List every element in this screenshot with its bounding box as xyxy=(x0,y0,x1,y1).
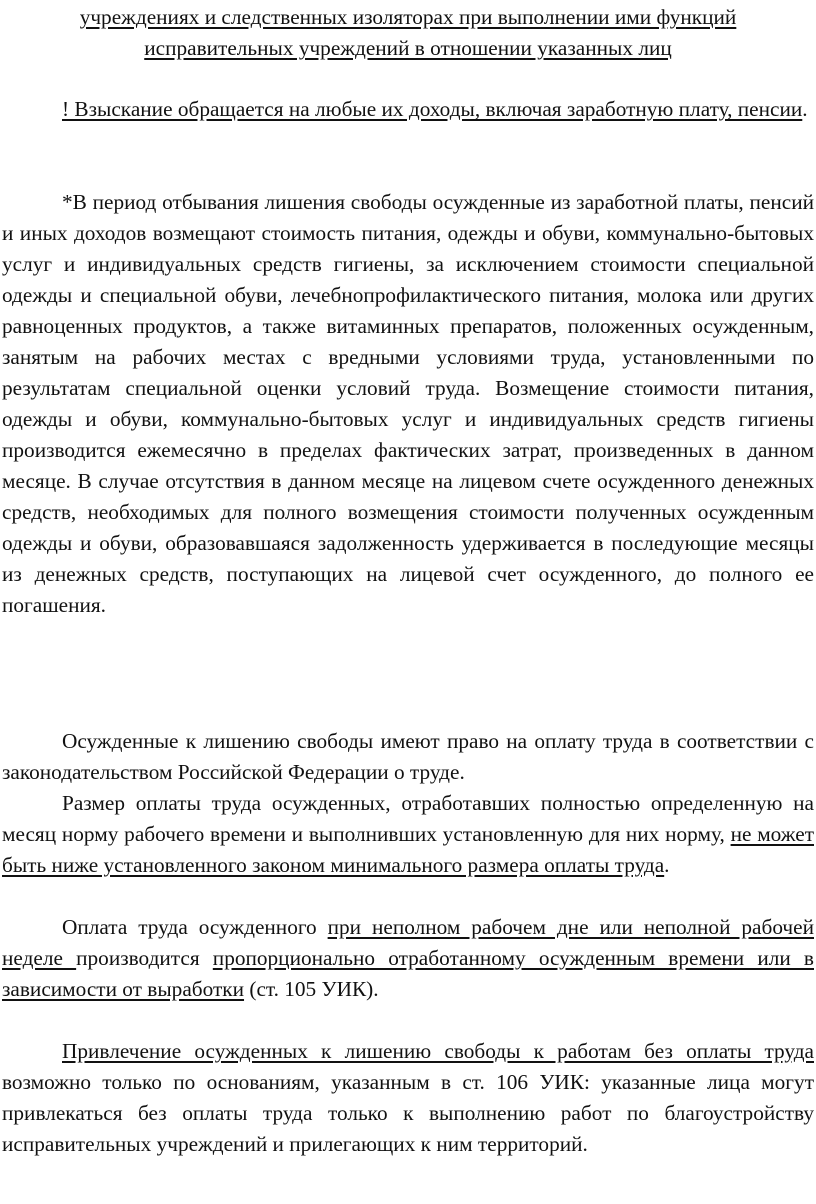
recovery-end: . xyxy=(802,97,808,121)
recovery-underlined-text: ! Взыскание обращается на любые их доходы, включая заработную плату, пенсии xyxy=(62,97,803,121)
part-time-end: (ст. 105 УИК). xyxy=(244,977,379,1001)
paragraph-right-to-pay: Осужденные к лишению свободы имеют право на оплату труда в соответствии с законодательством Российской Федерации о труде. xyxy=(2,729,814,784)
unpaid-work-rest: возможно только по основаниям, указанным в ст. 106 УИК: указанные лица могут привлекаться без оплаты труда только к выполнению работ по благоустройству исправительных учреждений и прилегающих к ним территорий. xyxy=(2,1070,814,1156)
part-time-start: Оплата труда осужденного xyxy=(62,915,328,939)
paragraph-recovery xyxy=(2,94,814,125)
heading-line-1: учреждениях и следственных изоляторах при выполнении ими функций xyxy=(79,5,737,29)
part-time-underlined-2: пропорционально отработанному осужденным времени или в зависимости от выработки xyxy=(2,946,814,1001)
minimum-wage-start: Размер оплаты труда осужденных, отработавших полностью определенную на месяц норму рабочего времени и выполнивших установленную для них норму, xyxy=(2,791,814,846)
paragraph-reimbursement: *В период отбывания лишения свободы осужденные из заработной платы, пенсий и иных доходов возмещают стоимость питания, одежды и обуви, коммунально-бытовых услуг и индивидуальных средств гигиены, за исключением стоимости специальной одежды и специальной обуви, лечебнопрофилактического питания, молока или других равноценных продуктов, а также витаминных препаратов, положенных осужденным, занятым на рабочих местах с вредными условиями труда, установленными по результатам специальной оценки условий труда. Возмещение стоимости питания, одежды и обуви, коммунально-бытовых услуг и индивидуальных средств гигиены производится ежемесячно в пределах фактических затрат, произведенных в данном месяце. В случае отсутствия в данном месяце на лицевом счете осужденного денежных средств, необходимых для полного возмещения стоимости полученных осужденным одежды и обуви, образовавшаяся задолженность удерживается в последующие месяцы из денежных средств, поступающих на лицевой счет осужденного, до полного ее погашения. xyxy=(2,190,814,617)
section-heading xyxy=(2,2,814,64)
part-time-middle: производится xyxy=(76,946,213,970)
paragraph-minimum-wage xyxy=(2,788,814,881)
minimum-wage-end: . xyxy=(664,853,670,877)
part-time-underlined-1: при неполном рабочем дне или неполной рабочей неделе xyxy=(2,915,814,970)
paragraph-part-time-pay xyxy=(2,912,814,1005)
paragraph-unpaid-work xyxy=(2,1036,814,1160)
minimum-wage-underlined: не может быть ниже установленного законом минимального размера оплаты труда xyxy=(2,822,814,877)
heading-line-2: исправительных учреждений в отношении указанных лиц xyxy=(144,36,672,60)
unpaid-work-underlined: Привлечение осужденных к лишению свободы к работам без оплаты труда xyxy=(62,1039,814,1063)
